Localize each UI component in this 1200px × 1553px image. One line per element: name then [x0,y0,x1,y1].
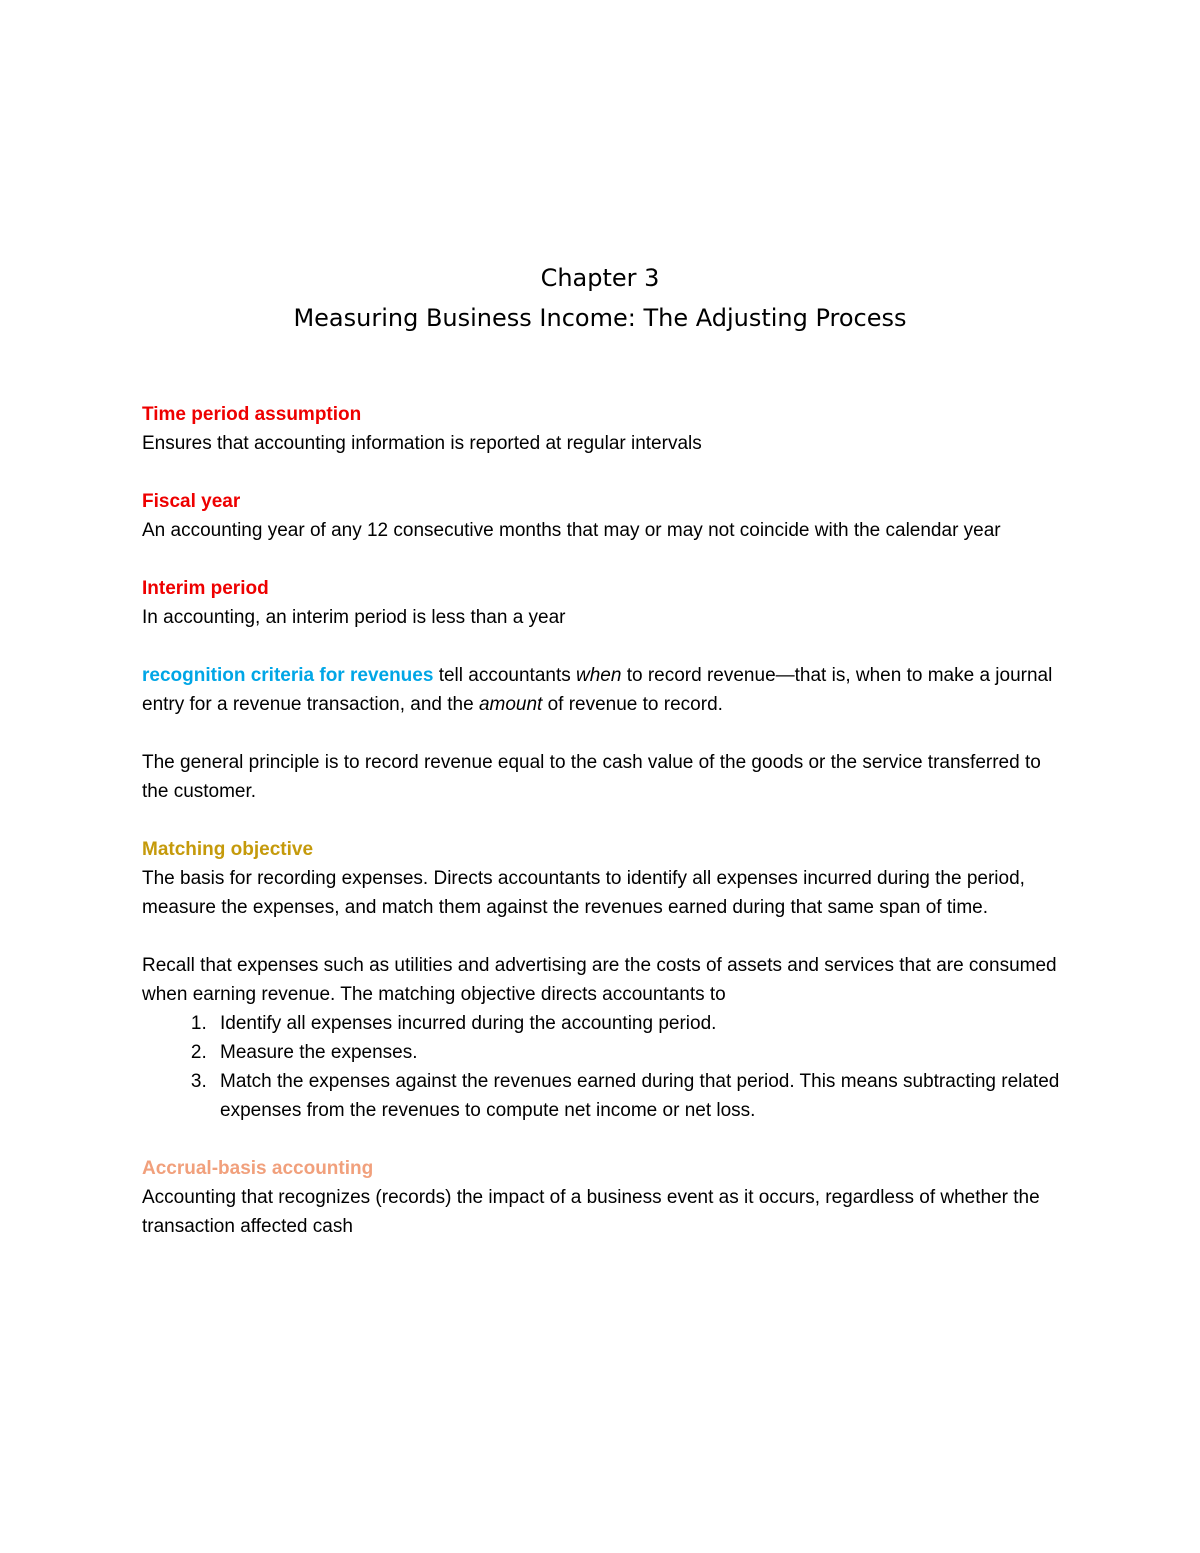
general-principle-paragraph: The general principle is to record revenue equal to the cash value of the goods or the service transferred to the customer. [142,752,1041,802]
matching-steps-list [142,1009,1072,1125]
page-header [0,258,1200,338]
recall-paragraph: Recall that expenses such as utilities and advertising are the costs of assets and services that are consumed when earning revenue. The matching objective directs accountants to [142,955,1057,1005]
section-time-period [142,400,1072,458]
recognition-paragraph [142,661,1072,719]
recognition-text-part-3: of revenue to record. [542,694,723,715]
section-fiscal-year [142,487,1072,545]
section-matching-objective [142,835,1072,922]
section-interim-period [142,574,1072,632]
section-general-principle [142,748,1072,806]
list-item: 3. Match the expenses against the revenues earned during that period. This means subtracting related expenses from the revenues to compute net income or net loss. [212,1067,1072,1125]
recognition-emphasis-amount: amount [478,694,543,715]
definition-interim-period: In accounting, an interim period is less than a year [142,607,566,628]
list-item: 1. Identify all expenses incurred during the accounting period. [212,1009,1072,1038]
chapter-title: Measuring Business Income: The Adjusting Process [293,304,907,332]
chapter-number: Chapter 3 [540,264,660,292]
term-fiscal-year: Fiscal year [142,491,241,512]
recognition-text-part-2: to record revenue—that is, when to make a journal entry for a revenue transaction, and the [142,665,1053,715]
section-accrual-basis [142,1154,1072,1241]
definition-fiscal-year: An accounting year of any 12 consecutive months that may or may not coincide with the calendar year [142,520,1001,541]
term-interim-period: Interim period [142,578,269,599]
recognition-emphasis-when: when [576,665,622,686]
definition-accrual-basis-accounting: Accounting that recognizes (records) the impact of a business event as it occurs, regardless of whether the transaction affected cash [142,1187,1040,1237]
recognition-text-part-1: tell accountants [433,665,577,686]
list-item: 2. Measure the expenses. [212,1038,1072,1067]
term-time-period-assumption: Time period assumption [142,404,362,425]
document-body [142,400,1072,1241]
section-recall [142,951,1072,1125]
section-recognition-criteria [142,661,1072,719]
definition-matching-objective: The basis for recording expenses. Directs accountants to identify all expenses incurred during the period, measure the expenses, and match them against the revenues earned during that same span of time. [142,868,1025,918]
term-recognition-criteria: recognition criteria for revenues [142,665,434,686]
term-accrual-basis-accounting: Accrual-basis accounting [142,1158,374,1179]
term-matching-objective: Matching objective [142,839,314,860]
definition-time-period-assumption: Ensures that accounting information is reported at regular intervals [142,433,702,454]
